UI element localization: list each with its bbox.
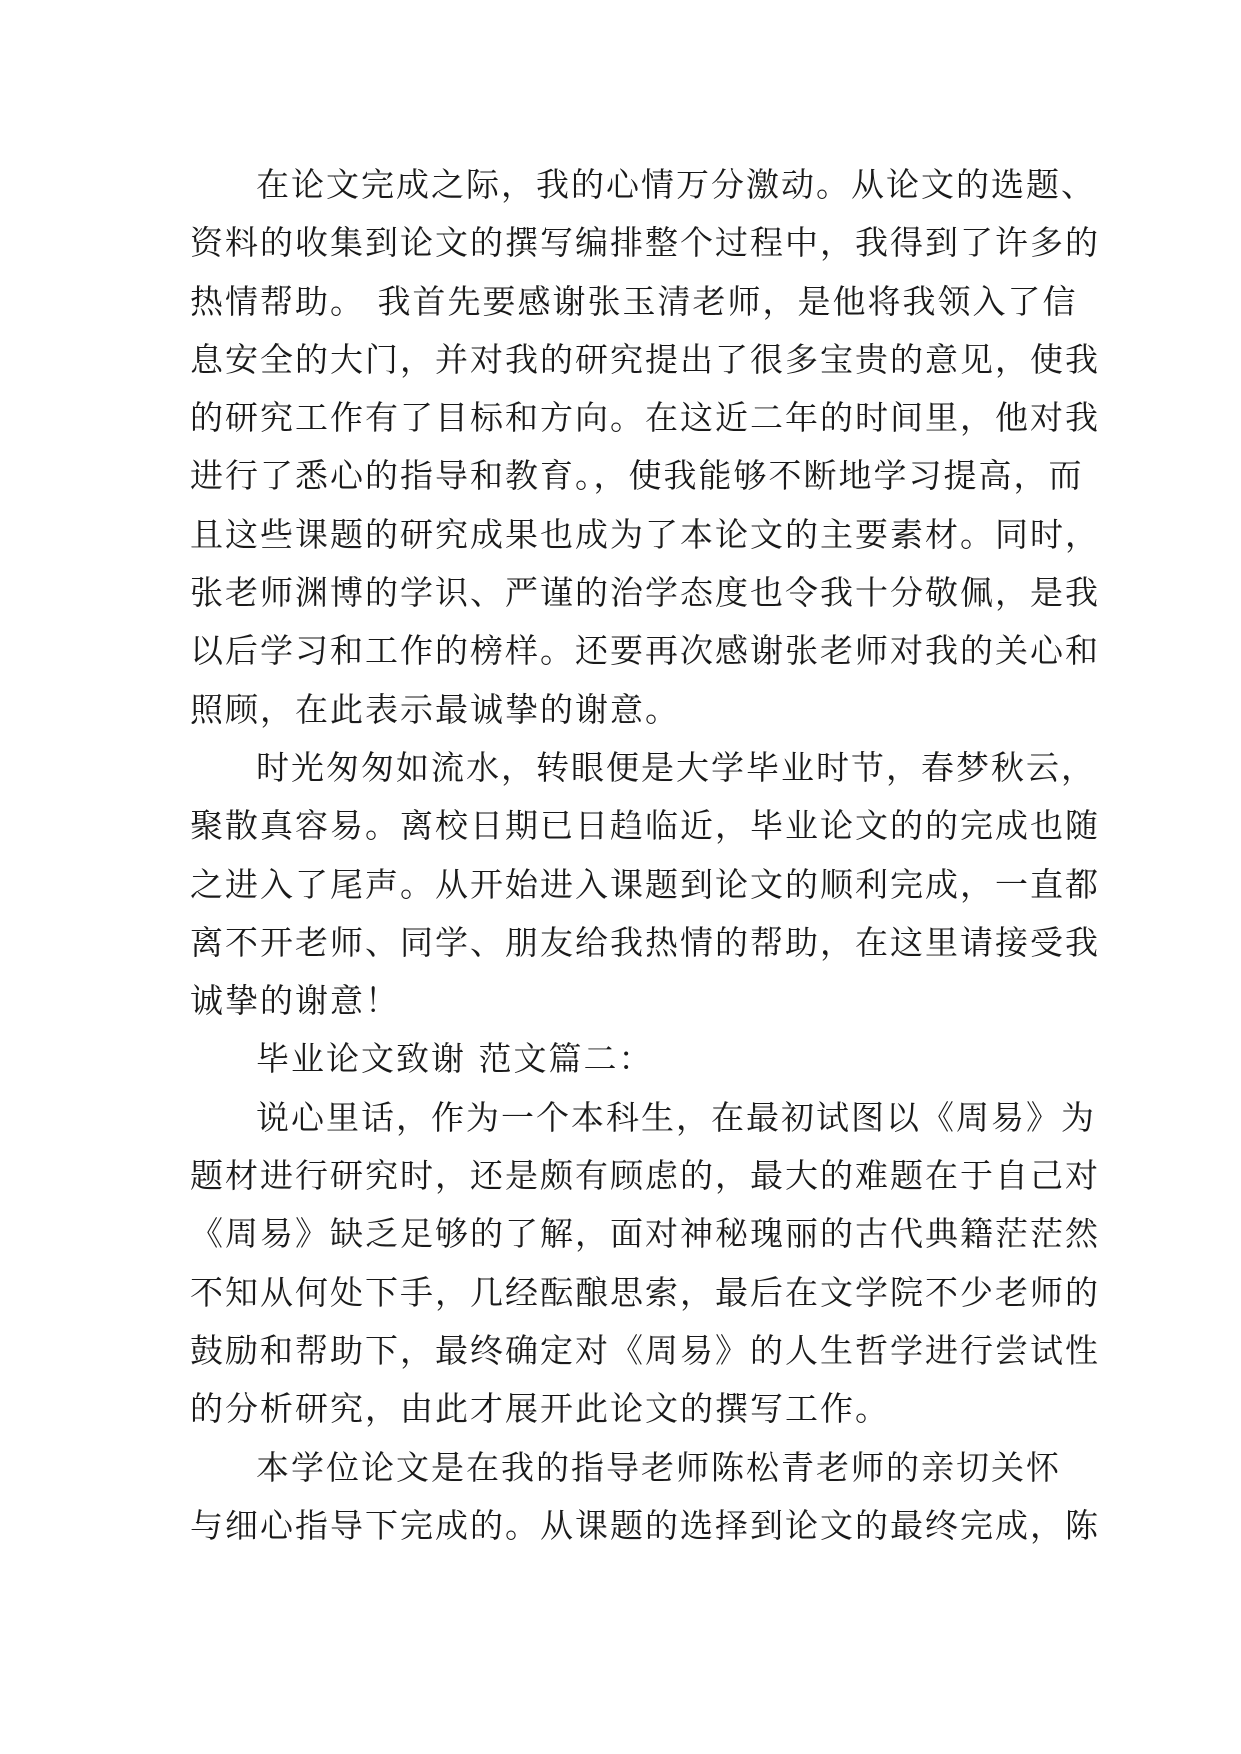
text-line: 毕业论文致谢 范文篇二： xyxy=(256,1039,654,1079)
text-line: 诚挚的谢意！ xyxy=(190,981,400,1021)
text-line: 在论文完成之际，我的心情万分激动。从论文的选题、 xyxy=(256,165,1096,204)
text-line: 张老师渊博的学识、严谨的治学态度也令我十分敬佩，是我 xyxy=(190,573,1100,613)
text-line: 进行了悉心的指导和教育。，使我能够不断地学习提高，而 xyxy=(190,456,1084,496)
text-line: 资料的收集到论文的撰写编排整个过程中，我得到了许多的 xyxy=(190,223,1100,263)
text-line: 且这些课题的研究成果也成为了本论文的主要素材。同时， xyxy=(190,514,1100,554)
text-line: 息安全的大门，并对我的研究提出了很多宝贵的意见，使我 xyxy=(190,339,1100,379)
text-line: 的研究工作有了目标和方向。在这近二年的时间里，他对我 xyxy=(190,398,1100,438)
text-line: 的分析研究，由此才展开此论文的撰写工作。 xyxy=(190,1389,890,1429)
document-body xyxy=(190,156,1100,1555)
text-line: 题材进行研究时，还是颇有顾虑的，最大的难题在于自己对 xyxy=(190,1156,1100,1196)
text-line: 不知从何处下手，几经酝酿思索，最后在文学院不少老师的 xyxy=(190,1272,1100,1312)
text-line: 与细心指导下完成的。从课题的选择到论文的最终完成，陈 xyxy=(190,1505,1100,1545)
text-line: 鼓励和帮助下，最终确定对《周易》的人生哲学进行尝试性 xyxy=(190,1330,1100,1370)
text-line: 本学位论文是在我的指导老师陈松青老师的亲切关怀 xyxy=(256,1447,1061,1487)
text-line: 时光匆匆如流水，转眼便是大学毕业时节，春梦秋云， xyxy=(256,747,1096,787)
text-line: 之进入了尾声。从开始进入课题到论文的顺利完成，一直都 xyxy=(190,864,1100,904)
text-line: 以后学习和工作的榜样。还要再次感谢张老师对我的关心和 xyxy=(190,631,1100,671)
text-line: 照顾，在此表示最诚挚的谢意。 xyxy=(190,689,680,729)
text-line: 《周易》缺乏足够的了解，面对神秘瑰丽的古代典籍茫茫然 xyxy=(190,1214,1100,1254)
text-line: 说心里话，作为一个本科生，在最初试图以《周易》为 xyxy=(256,1097,1096,1137)
text-line: 聚散真容易。离校日期已日趋临近，毕业论文的的完成也随 xyxy=(190,806,1100,846)
text-line: 离不开老师、同学、朋友给我热情的帮助，在这里请接受我 xyxy=(190,922,1100,962)
text-line: 热情帮助。 我首先要感谢张玉清老师，是他将我领入了信 xyxy=(190,281,1078,321)
